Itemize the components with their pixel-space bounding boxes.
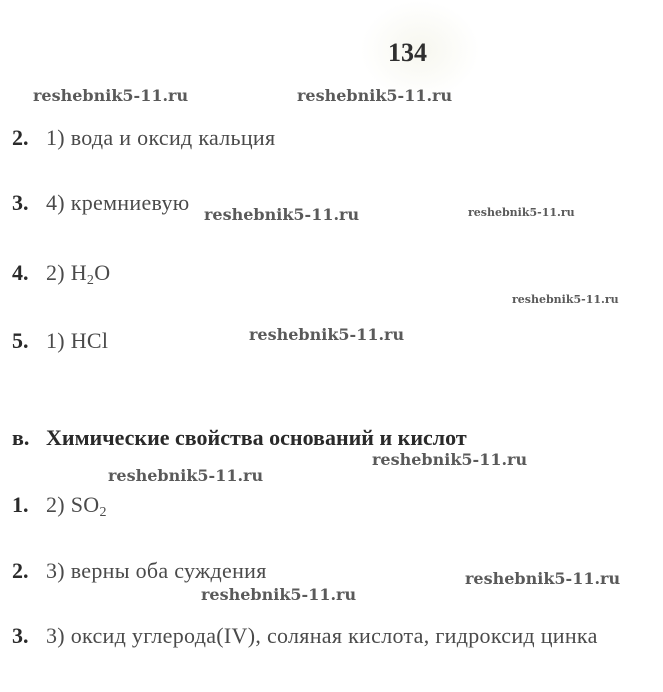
item-number: 1. (12, 492, 29, 517)
item-text: 1) HCl (46, 328, 109, 353)
section-heading (12, 425, 467, 451)
item-text (46, 260, 111, 288)
answer-item (12, 623, 598, 649)
item-number: 4. (12, 260, 29, 285)
item-text (46, 492, 107, 520)
item-text: 3) оксид углерода(IV), соляная кислота, гидроксид цинка (46, 623, 598, 648)
section-letter: в. (12, 425, 30, 450)
answer-item (12, 492, 107, 521)
item-number: 2. (12, 125, 29, 150)
item-number: 3. (12, 623, 29, 648)
formula-text: 2) H (46, 260, 87, 285)
formula-subscript: 2 (99, 505, 107, 520)
watermark: reshebnik5-11.ru (372, 450, 528, 469)
watermark: reshebnik5-11.ru (465, 569, 621, 588)
watermark: reshebnik5-11.ru (468, 206, 575, 219)
watermark: reshebnik5-11.ru (204, 205, 360, 224)
formula-subscript: 2 (86, 273, 95, 288)
page-number: 134 (388, 38, 427, 67)
item-number: 3. (12, 190, 29, 215)
watermark: reshebnik5-11.ru (201, 585, 357, 604)
item-number: 5. (12, 328, 29, 353)
answer-item (12, 125, 275, 151)
item-text: 1) вода и оксид кальция (46, 125, 276, 150)
answer-item (12, 558, 267, 584)
formula-text: 2) SO (46, 492, 100, 517)
answer-item (12, 328, 108, 354)
watermark: reshebnik5-11.ru (33, 86, 189, 105)
watermark: reshebnik5-11.ru (249, 325, 405, 344)
item-text: 4) кремниевую (46, 190, 190, 215)
formula-text: O (94, 260, 111, 285)
watermark: reshebnik5-11.ru (297, 86, 453, 105)
watermark: reshebnik5-11.ru (108, 466, 264, 485)
item-text: 3) верны оба суждения (46, 558, 267, 583)
watermark: reshebnik5-11.ru (512, 293, 619, 306)
answer-item (12, 190, 189, 216)
section-title: Химические свойства оснований и кислот (46, 425, 467, 450)
answer-item (12, 260, 110, 289)
item-number: 2. (12, 558, 29, 583)
